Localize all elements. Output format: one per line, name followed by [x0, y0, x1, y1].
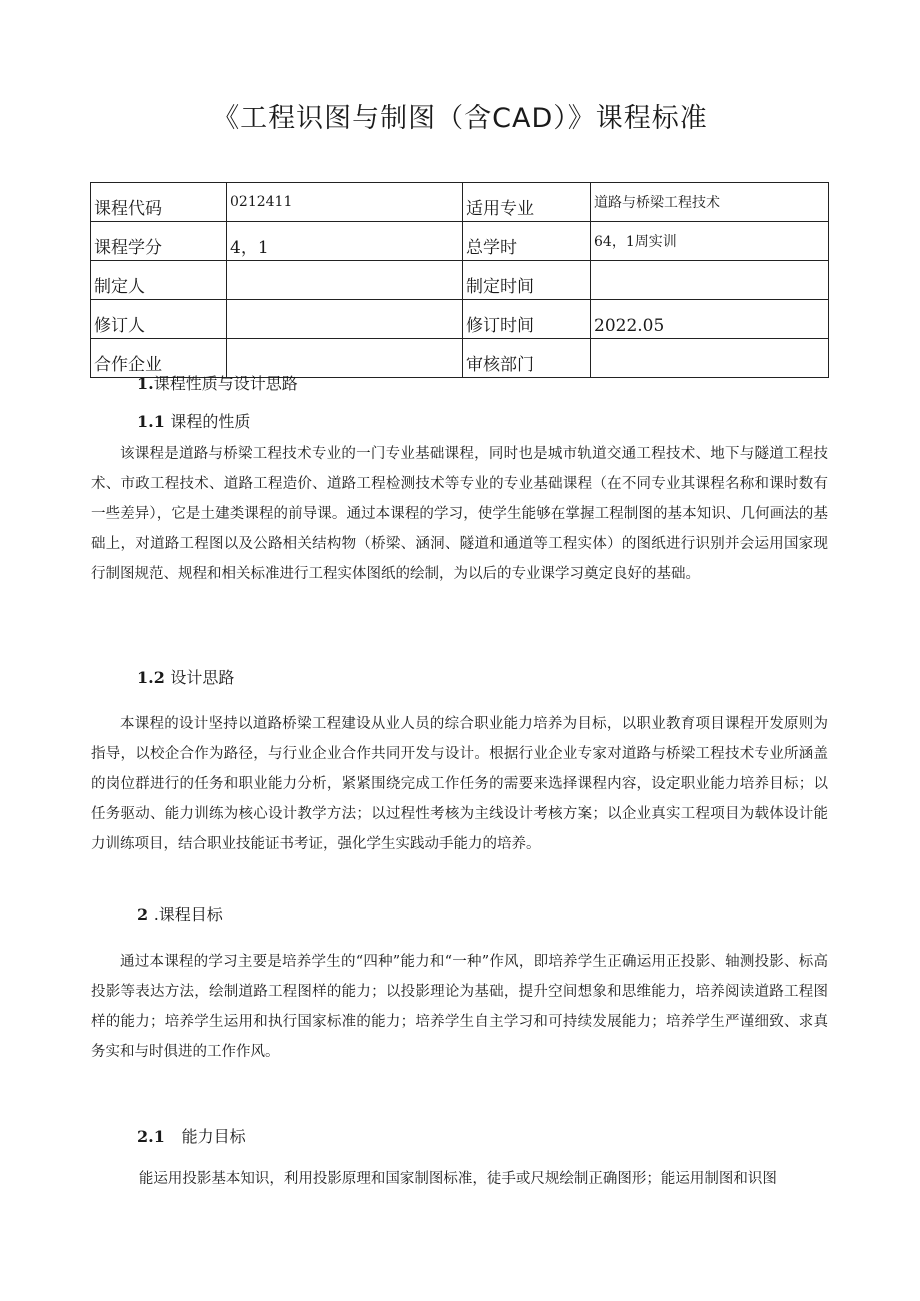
table-cell-value: 道路与桥梁工程技术	[591, 183, 829, 222]
table-row	[91, 300, 829, 339]
section-number: 1.1	[137, 412, 165, 431]
table-cell-label: 课程学分	[91, 222, 227, 261]
paragraph-course-goals: 通过本课程的学习主要是培养学生的“四种”能力和“一种”作风，即培养学生正确运用正投影、轴测投影、标高投影等表达方法，绘制道路工程图样的能力；以投影理论为基础，提升空间想象和思维能力，培养阅读道路工程图样的能力；培养学生运用和执行国家标准的能力；培养学生自主学习和可持续发展能力；培养学生严谨细致、求真务实和与时俱进的工作作风。	[91, 954, 828, 1060]
section-title: .课程目标	[153, 905, 223, 924]
section-title: 课程的性质	[170, 412, 251, 431]
table-cell-value	[227, 300, 463, 339]
table-cell-label: 修订人	[91, 300, 227, 339]
table-row	[91, 222, 829, 261]
table-cell-label: 课程代码	[91, 183, 227, 222]
table-cell-label: 制定人	[91, 261, 227, 300]
table-cell-value: 2022.05	[591, 300, 829, 339]
table-row	[91, 261, 829, 300]
table-row	[91, 183, 829, 222]
table-cell-label: 总学时	[463, 222, 591, 261]
table-cell-value: 4，1	[227, 222, 463, 261]
section-title: 能力目标	[181, 1127, 246, 1146]
section-number: 2.1	[137, 1127, 165, 1146]
paragraph-ability-goals: 能运用投影基本知识，利用投影原理和国家制图标准，徒手或尺规绘制正确图形；能运用制图和识图	[138, 1171, 777, 1187]
table-cell-value	[591, 261, 829, 300]
section-title: 课程性质与设计思路	[153, 374, 298, 393]
course-info-table	[90, 182, 829, 378]
table-cell-label: 修订时间	[463, 300, 591, 339]
table-cell-label: 制定时间	[463, 261, 591, 300]
section-heading-1-1	[137, 409, 250, 432]
section-number: 1.2	[137, 668, 165, 687]
table-cell-value	[591, 339, 829, 378]
section-number: 1.	[137, 374, 154, 393]
document-title: 《工程识图与制图（含CAD）》课程标准	[212, 103, 708, 134]
section-number: 2	[137, 905, 149, 924]
table-cell-label: 合作企业	[91, 339, 227, 378]
section-heading-1	[137, 371, 298, 394]
table-cell-label: 审核部门	[463, 339, 591, 378]
table-cell-label: 适用专业	[463, 183, 591, 222]
paragraph-course-nature: 该课程是道路与桥梁工程技术专业的一门专业基础课程，同时也是城市轨道交通工程技术、地下与隧道工程技术、市政工程技术、道路工程造价、道路工程检测技术等专业的专业基础课程（在不同专业其课程名称和课时数有一些差异），它是土建类课程的前导课。通过本课程的学习，使学生能够在掌握工程制图的基本知识、几何画法的基础上，对道路工程图以及公路相关结构物（桥梁、涵洞、隧道和通道等工程实体）的图纸进行识别并会运用国家现行制图规范、规程和相关标准进行工程实体图纸的绘制，为以后的专业课学习奠定良好的基础。	[91, 446, 828, 582]
table-cell-value: 64，1周实训	[591, 222, 829, 261]
section-title: 设计思路	[170, 668, 235, 687]
section-heading-2	[137, 902, 223, 925]
section-heading-1-2	[137, 665, 234, 688]
paragraph-design-approach: 本课程的设计坚持以道路桥梁工程建设从业人员的综合职业能力培养为目标，以职业教育项目课程开发原则为指导，以校企合作为路径，与行业企业合作共同开发与设计。根据行业企业专家对道路与桥梁工程技术专业所涵盖的岗位群进行的任务和职业能力分析，紧紧围绕完成工作任务的需要来选择课程内容，设定职业能力培养目标；以任务驱动、能力训练为核心设计教学方法；以过程性考核为主线设计考核方案；以企业真实工程项目为载体设计能力训练项目，结合职业技能证书考证，强化学生实践动手能力的培养。	[91, 716, 828, 852]
section-heading-2-1	[137, 1124, 246, 1147]
table-cell-value	[227, 261, 463, 300]
table-cell-value: 0212411	[227, 183, 463, 222]
